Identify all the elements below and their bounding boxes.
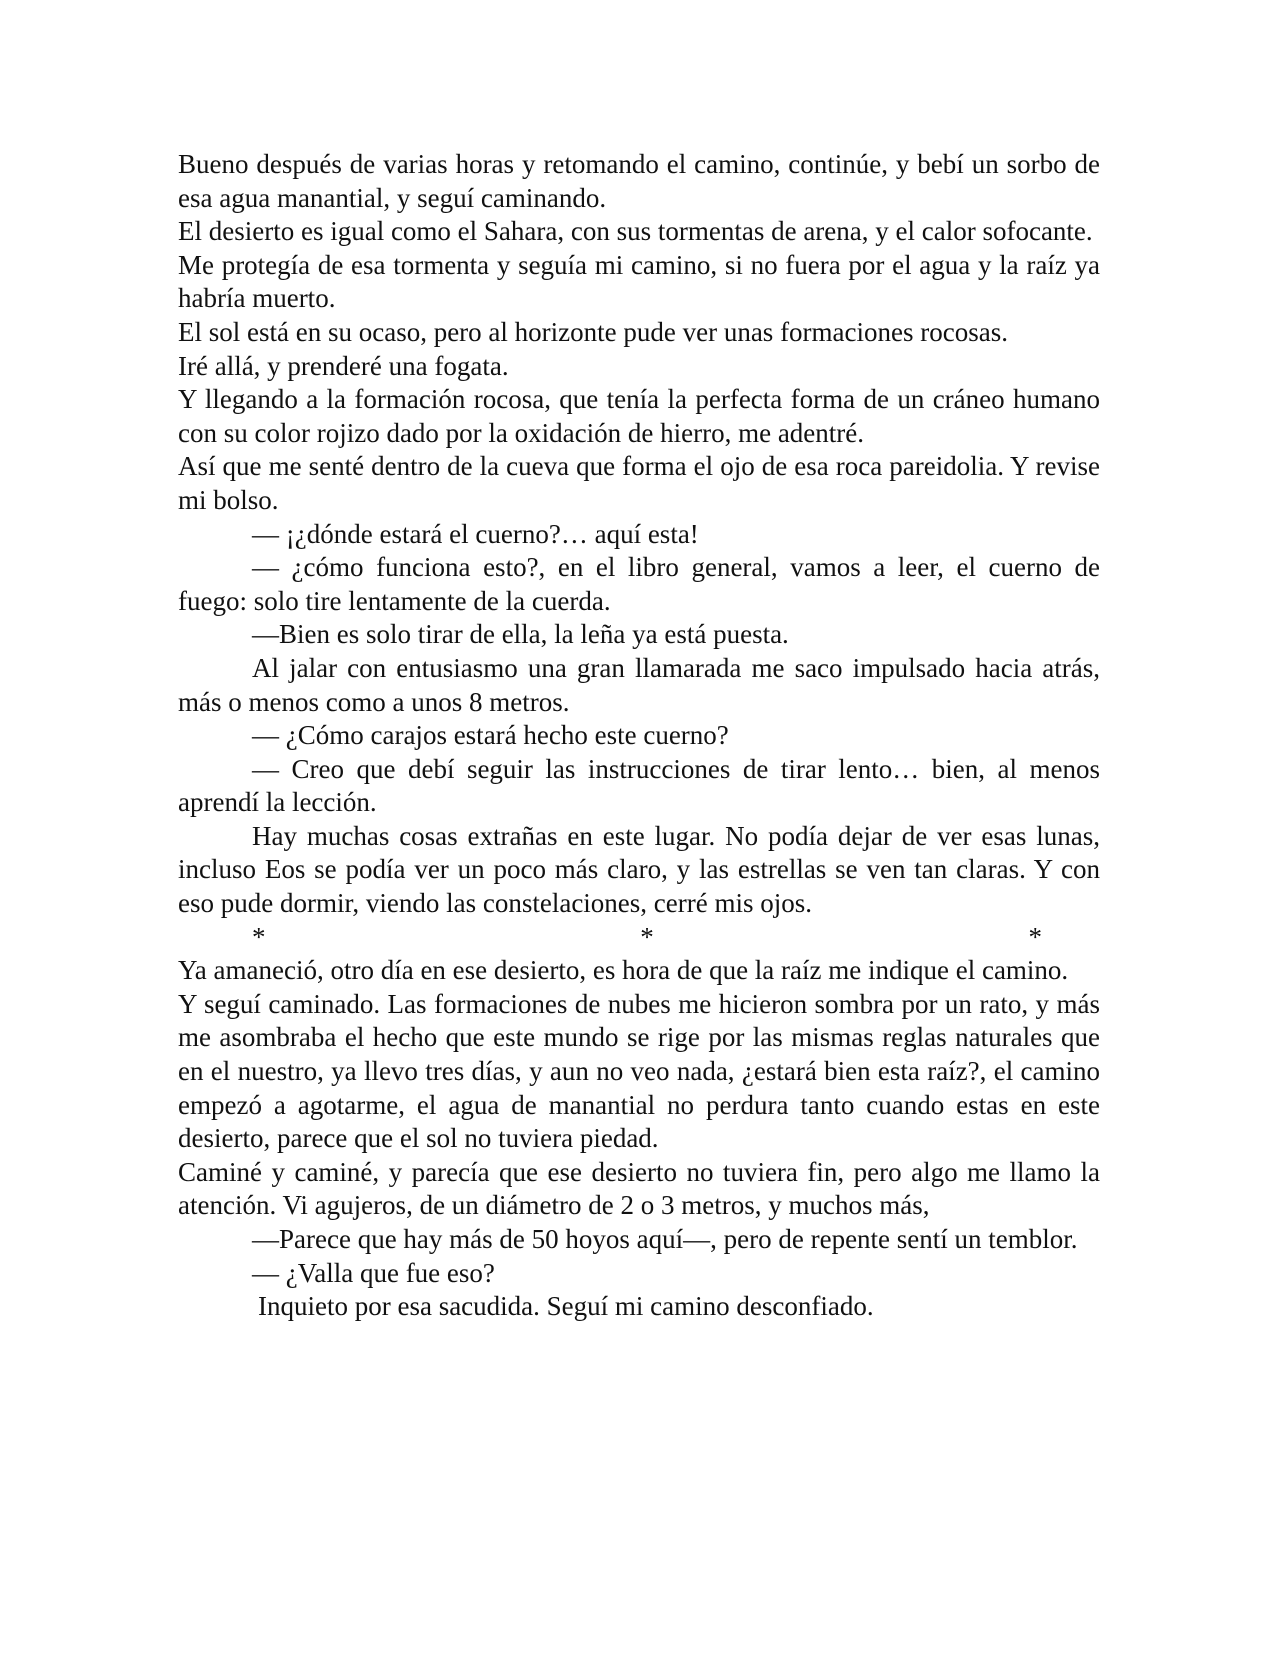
paragraph-2: El desierto es igual como el Sahara, con sus tormentas de arena, y el calor sofocante.	[178, 216, 1093, 247]
paragraph-11: Y seguí caminado. Las formaciones de nubes me hicieron sombra por un rato, y más me asombraba el hecho que este mundo se rige por las mismas reglas naturales que en el nuestro, ya llevo tres días, y aun no veo nada, ¿estará bien esta raíz?, el camino empezó a agotarme, el agua de manantial no perdura tanto cuando estas en este desierto, parece que el sol no tuviera piedad.	[178, 988, 1100, 1154]
dialogue-line-4: — ¿Cómo carajos estará hecho este cuerno?	[252, 720, 729, 751]
text-body-part-1	[178, 148, 1100, 921]
dialogue-line-5: — Creo que debí seguir las instrucciones de tirar lento… bien, al menos aprendí la lección.	[178, 753, 1100, 818]
paragraph-4: El sol está en su ocaso, pero al horizonte pude ver unas formaciones rocosas.	[178, 316, 1008, 347]
paragraph-10: Ya amaneció, otro día en ese desierto, es hora de que la raíz me indique el camino.	[178, 955, 1069, 986]
paragraph-13: Inquieto por esa sacudida. Seguí mi camino desconfiado.	[258, 1291, 874, 1322]
document-page	[178, 148, 1100, 1324]
separator-asterisk-2: *	[640, 921, 654, 952]
dialogue-line-6: —Parece que hay más de 50 hoyos aquí—, pero de repente sentí un temblor.	[252, 1224, 1078, 1254]
separator-asterisk-1: *	[252, 921, 266, 952]
dialogue-line-3: —Bien es solo tirar de ella, la leña ya está puesta.	[252, 619, 789, 650]
paragraph-12: Caminé y caminé, y parecía que ese desierto no tuviera fin, pero algo me llamo la atención. Vi agujeros, de un diámetro de 2 o 3 metros, y muchos más,	[178, 1156, 1100, 1221]
separator-asterisk-3: *	[1028, 921, 1042, 952]
dialogue-line-2: — ¿cómo funciona esto?, en el libro general, vamos a leer, el cuerno de fuego: solo tire lentamente de la cuerda.	[178, 552, 1100, 616]
paragraph-9: Hay muchas cosas extrañas en este lugar. No podía dejar de ver esas lunas, incluso Eos se podía ver un poco más claro, y las estrellas se ven tan claras. Y con eso pude dormir, viendo las constelaciones, cerré mis ojos.	[178, 820, 1100, 919]
paragraph-8: Al jalar con entusiasmo una gran llamarada me saco impulsado hacia atrás, más o menos como a unos 8 metros.	[178, 652, 1100, 717]
text-body-part-2	[178, 954, 1100, 1324]
paragraph-1: Bueno después de varias horas y retomando el camino, continúe, y bebí un sorbo de esa agua manantial, y seguí caminando.	[178, 149, 1100, 213]
section-separator	[178, 921, 1100, 955]
dialogue-line-1: — ¡¿dónde estará el cuerno?… aquí esta!	[252, 518, 699, 549]
dialogue-line-7: — ¿Valla que fue eso?	[252, 1257, 495, 1288]
paragraph-7: Así que me senté dentro de la cueva que forma el ojo de esa roca pareidolia. Y revise mi bolso.	[178, 451, 1100, 515]
paragraph-5: Iré allá, y prenderé una fogata.	[178, 350, 509, 381]
paragraph-3: Me protegía de esa tormenta y seguía mi camino, si no fuera por el agua y la raíz ya habría muerto.	[178, 249, 1100, 314]
paragraph-6: Y llegando a la formación rocosa, que tenía la perfecta forma de un cráneo humano con su color rojizo dado por la oxidación de hierro, me adentré.	[178, 384, 1100, 448]
